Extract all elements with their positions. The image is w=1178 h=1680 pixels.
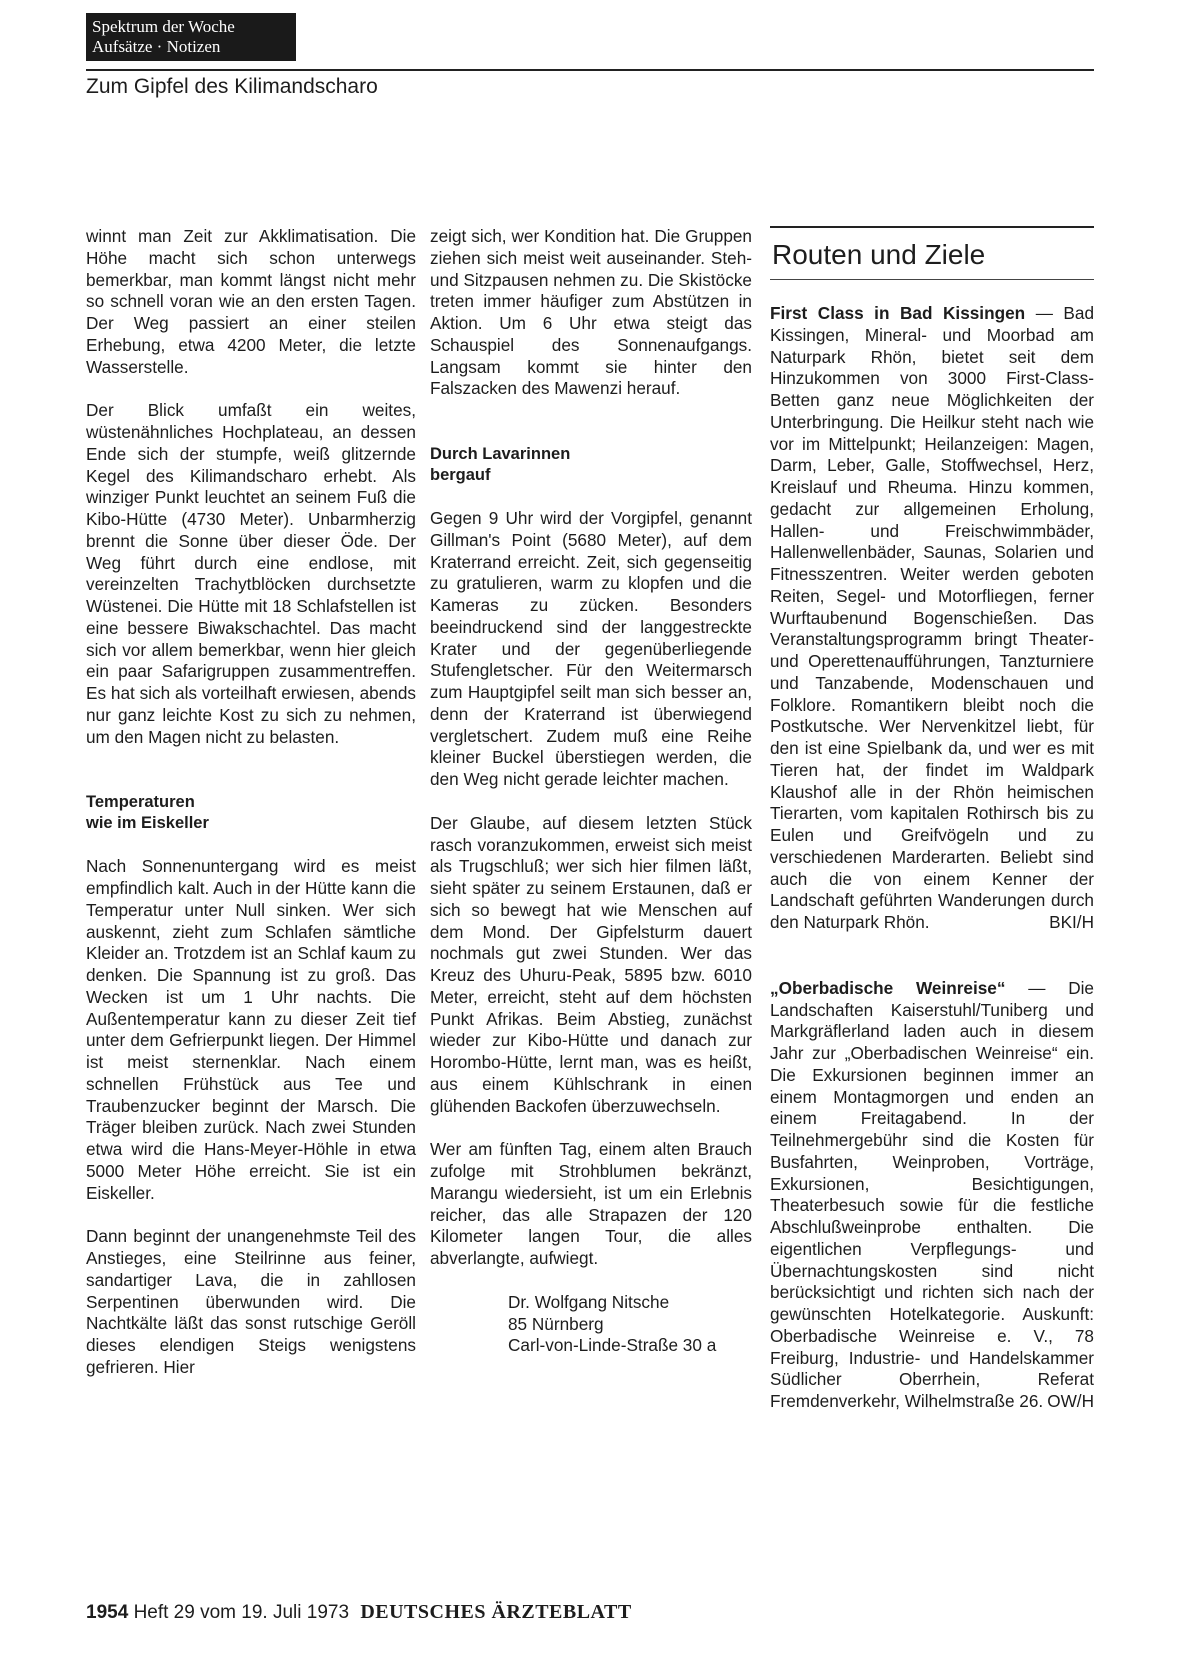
publication-name: DEUTSCHES ÄRZTEBLATT (360, 1601, 632, 1623)
section-label-line2: Aufsätze · Notizen (92, 37, 221, 56)
sidebar-item-1-text: — Bad Kissingen, Mineral- und Moorbad am Naturpark Rhön, bietet seit dem Hinzukommen von 3000 First-Class-Betten ganz neue Möglichkeiten der Unterbringung. Die Heilkur steht nach wie vor im Mittelpunkt; Heilanzeigen: Magen, Darm, Leber, Galle, Stoffwechsel, Herz, Kreislauf und Rheuma. Hinzu kommen, gedacht zur allgemeinen Erholung, Hallen- und Freischwimmbäder, Hallenwellenbäder, Saunas, Solarien und Fitnesszentren. Weiter werden geboten Reiten, Segel- und Motorfliegen, ferner Wurftaubenund Bogenschießen. Das Veranstaltungsprogramm bringt Theater- und Operettenaufführungen, Tanzturniere und Tanzabende, Modenschauen und Folklore. Romantikern bleibt noch die Postkutsche. Wer Nervenkitzel liebt, für den ist eine Spielbank da, und wer es mit Tieren hat, der findet im Waldpark Klaushof alle in der Rhön heimischen Tierarten, vom kapitalen Rothirsch bis zu Eulen und Greifvögeln und zu verschiedenen Marderarten. Beliebt sind auch die von einem Kenner der Landschaft geführten Wanderungen durch den Naturpark Rhön. (770, 303, 1095, 932)
page-number: 1954 (86, 1602, 129, 1623)
article-column-2 (430, 226, 752, 1357)
sidebar-item-1-title: First Class in Bad Kissingen (770, 303, 1026, 323)
page-title: Zum Gipfel des Kilimandscharo (86, 75, 378, 98)
col1-paragraph-1: winnt man Zeit zur Akklimatisation. Die Höhe macht sich schon unterwegs bemerkbar, man kommt längst nicht mehr so schnell voran wie an den ersten Tagen. Der Weg passiert an einer steilen Erhebung, etwa 4200 Meter, die letzte Wasserstelle. (86, 226, 416, 377)
section-label-box (86, 13, 296, 61)
col2-paragraph-1: zeigt sich, wer Kondition hat. Die Gruppen ziehen sich meist weit auseinander. Steh- und Sitzpausen nehmen zu. Die Skistöcke treten immer häufiger zum Abstützen in Aktion. Um 6 Uhr etwa steigt das Schauspiel des Sonnenaufgangs. Langsam kommt sie hinter den Falszacken des Mawenzi herauf. (430, 226, 752, 399)
sidebar-item-1 (770, 303, 1094, 934)
sidebar-rule-top (770, 226, 1094, 228)
sidebar-heading: Routen und Ziele (772, 239, 986, 270)
header-rule (86, 69, 1094, 71)
article-column-1 (86, 226, 416, 1379)
col1-paragraph-2: Der Blick umfaßt ein weites, wüstenähnliches Hochplateau, an dessen Ende sich der stumpfe, weiß glitzernde Kegel des Kilimandscharo erhebt. Als winziger Punkt leuchtet an seinem Fuß die Kibo-Hütte (4730 Meter). Unbarmherzig brennt die Sonne über dieser Öde. Der Weg führt durch eine endlose, mit vereinzelten Trachytblöcken durchsetzte Wüstenei. Die Hütte mit 18 Schlafstellen ist eine bessere Biwakschachtel. Das macht sich vor allem bemerkbar, wenn hier gleich ein paar Safarigruppen zusammentreffen. Es hat sich als vorteilhaft erwiesen, abends nur ganz leichte Kost zu sich zu nehmen, um den Magen nicht zu belasten. (86, 400, 416, 747)
col2-paragraph-3: Der Glaube, auf diesem letzten Stück rasch voranzukommen, erweist sich meist als Trugschluß; wer sich hier filmen läßt, sieht später zu seinem Erstaunen, daß er sich so bewegt hat wie Menschen auf dem Mond. Der Gipfelsturm dauert nochmals gut zwei Stunden. Wer das Kreuz des Uhuru-Peak, 5895 bzw. 6010 Meter, erreicht, steht auf dem höchsten Punkt Afrikas. Beim Abstieg, zunächst wieder zur Kibo-Hütte und danach zur Horombo-Hütte, lernt man, was es heißt, aus einem Kühlschrank in einen glühenden Backofen überzuwechseln. (430, 812, 752, 1116)
sidebar-item-2-source: OW/H (1047, 1391, 1094, 1411)
sidebar-item-2-text: — Die Landschaften Kaiserstuhl/Tuniberg und Markgräflerland laden auch in diesem Jahr zur „Oberbadischen Weinreise“ ein. Die Exkursionen beginnen immer an einem Montagmorgen und enden an einem Freitagabend. In der Teilnehmergebühr sind die Kosten für Busfahrten, Weinproben, Vorträge, Exkursionen, Besichtigungen, Theaterbesuch sowie für die festliche Abschlußweinprobe enthalten. Die eigentlichen Verpflegungs- und Übernachtungskosten sind nicht berücksichtigt und richten sich nach der gewünschten Hotelkategorie. Auskunft: Oberbadische Weinreise e. V., 78 Freiburg, Industrie- und Handelskammer Südlicher Oberrhein, Referat Fremdenverkehr, Wilhelmstraße 26. (770, 977, 1094, 1411)
sidebar-column (770, 303, 1094, 1413)
sidebar-item-2 (770, 978, 1094, 1413)
col2-paragraph-2: Gegen 9 Uhr wird der Vorgipfel, genannt Gillman's Point (5680 Meter), auf dem Kraterrand erreicht. Zeit, sich gegenseitig zu gratulieren, warm zu klopfen und die Kameras zu zücken. Besonders beeindruckend sind der langgestreckte Krater und der gegenüberliegende Stufengletscher. Für den Weitermarsch zum Hauptgipfel seilt man sich besser an, denn der Kraterrand ist überwiegend vergletschert. Zudem muß eine Reihe kleiner Buckel überstiegen werden, die den Weg nicht gerade leichter machen. (430, 508, 752, 789)
col2-paragraph-4: Wer am fünften Tag, einem alten Brauch zufolge mit Strohblumen bekränzt, Marangu wiedersieht, ist um ein Erlebnis reicher, das alle Strapazen der 120 Kilometer langen Tour, die alles abverlangte, aufwiegt. (430, 1139, 752, 1268)
col1-subheading: Temperaturen wie im Eiskeller (86, 793, 209, 833)
sidebar-rule (770, 279, 1094, 280)
col1-paragraph-4: Dann beginnt der unangenehmste Teil des Anstieges, eine Steilrinne aus feiner, sandartiger Lava, die in zahllosen Serpentinen überwunden wird. Die Nachtkälte läßt das sonst rutschige Geröll dieses elendigen Steigs wenigstens gefrieren. Hier (86, 1226, 416, 1377)
col2-subheading: Durch Lavarinnen bergauf (430, 445, 571, 484)
author-signature: Dr. Wolfgang Nitsche 85 Nürnberg Carl-von-Linde-Straße 30 a (508, 1291, 717, 1356)
col1-paragraph-3: Nach Sonnenuntergang wird es meist empfindlich kalt. Auch in der Hütte kann die Temperatur unter Null sinken. Wer sich auskennt, zieht zum Schlafen sämtliche Kleider an. Trotzdem ist an Schlaf kaum zu denken. Die Spannung ist zu groß. Das Wecken ist um 1 Uhr nachts. Die Außentemperatur kann zu dieser Zeit tief unter dem Gefrierpunkt liegen. Der Himmel ist meist sternenklar. Nach einem schnellen Frühstück aus Tee und Traubenzucker beginnt der Marsch. Die Träger bleiben zurück. Nach zwei Stunden etwa wird die Hans-Meyer-Höhle in etwa 5000 Meter Höhe erreicht. Sie ist ein Eiskeller. (86, 856, 416, 1203)
section-label-line1: Spektrum der Woche (92, 17, 235, 36)
sidebar-item-2-title: „Oberbadische Weinreise“ (770, 977, 1006, 998)
issue-info: Heft 29 vom 19. Juli 1973 (133, 1602, 350, 1623)
sidebar-item-1-source: BKI/H (1049, 912, 1094, 932)
page-footer (86, 1600, 632, 1625)
